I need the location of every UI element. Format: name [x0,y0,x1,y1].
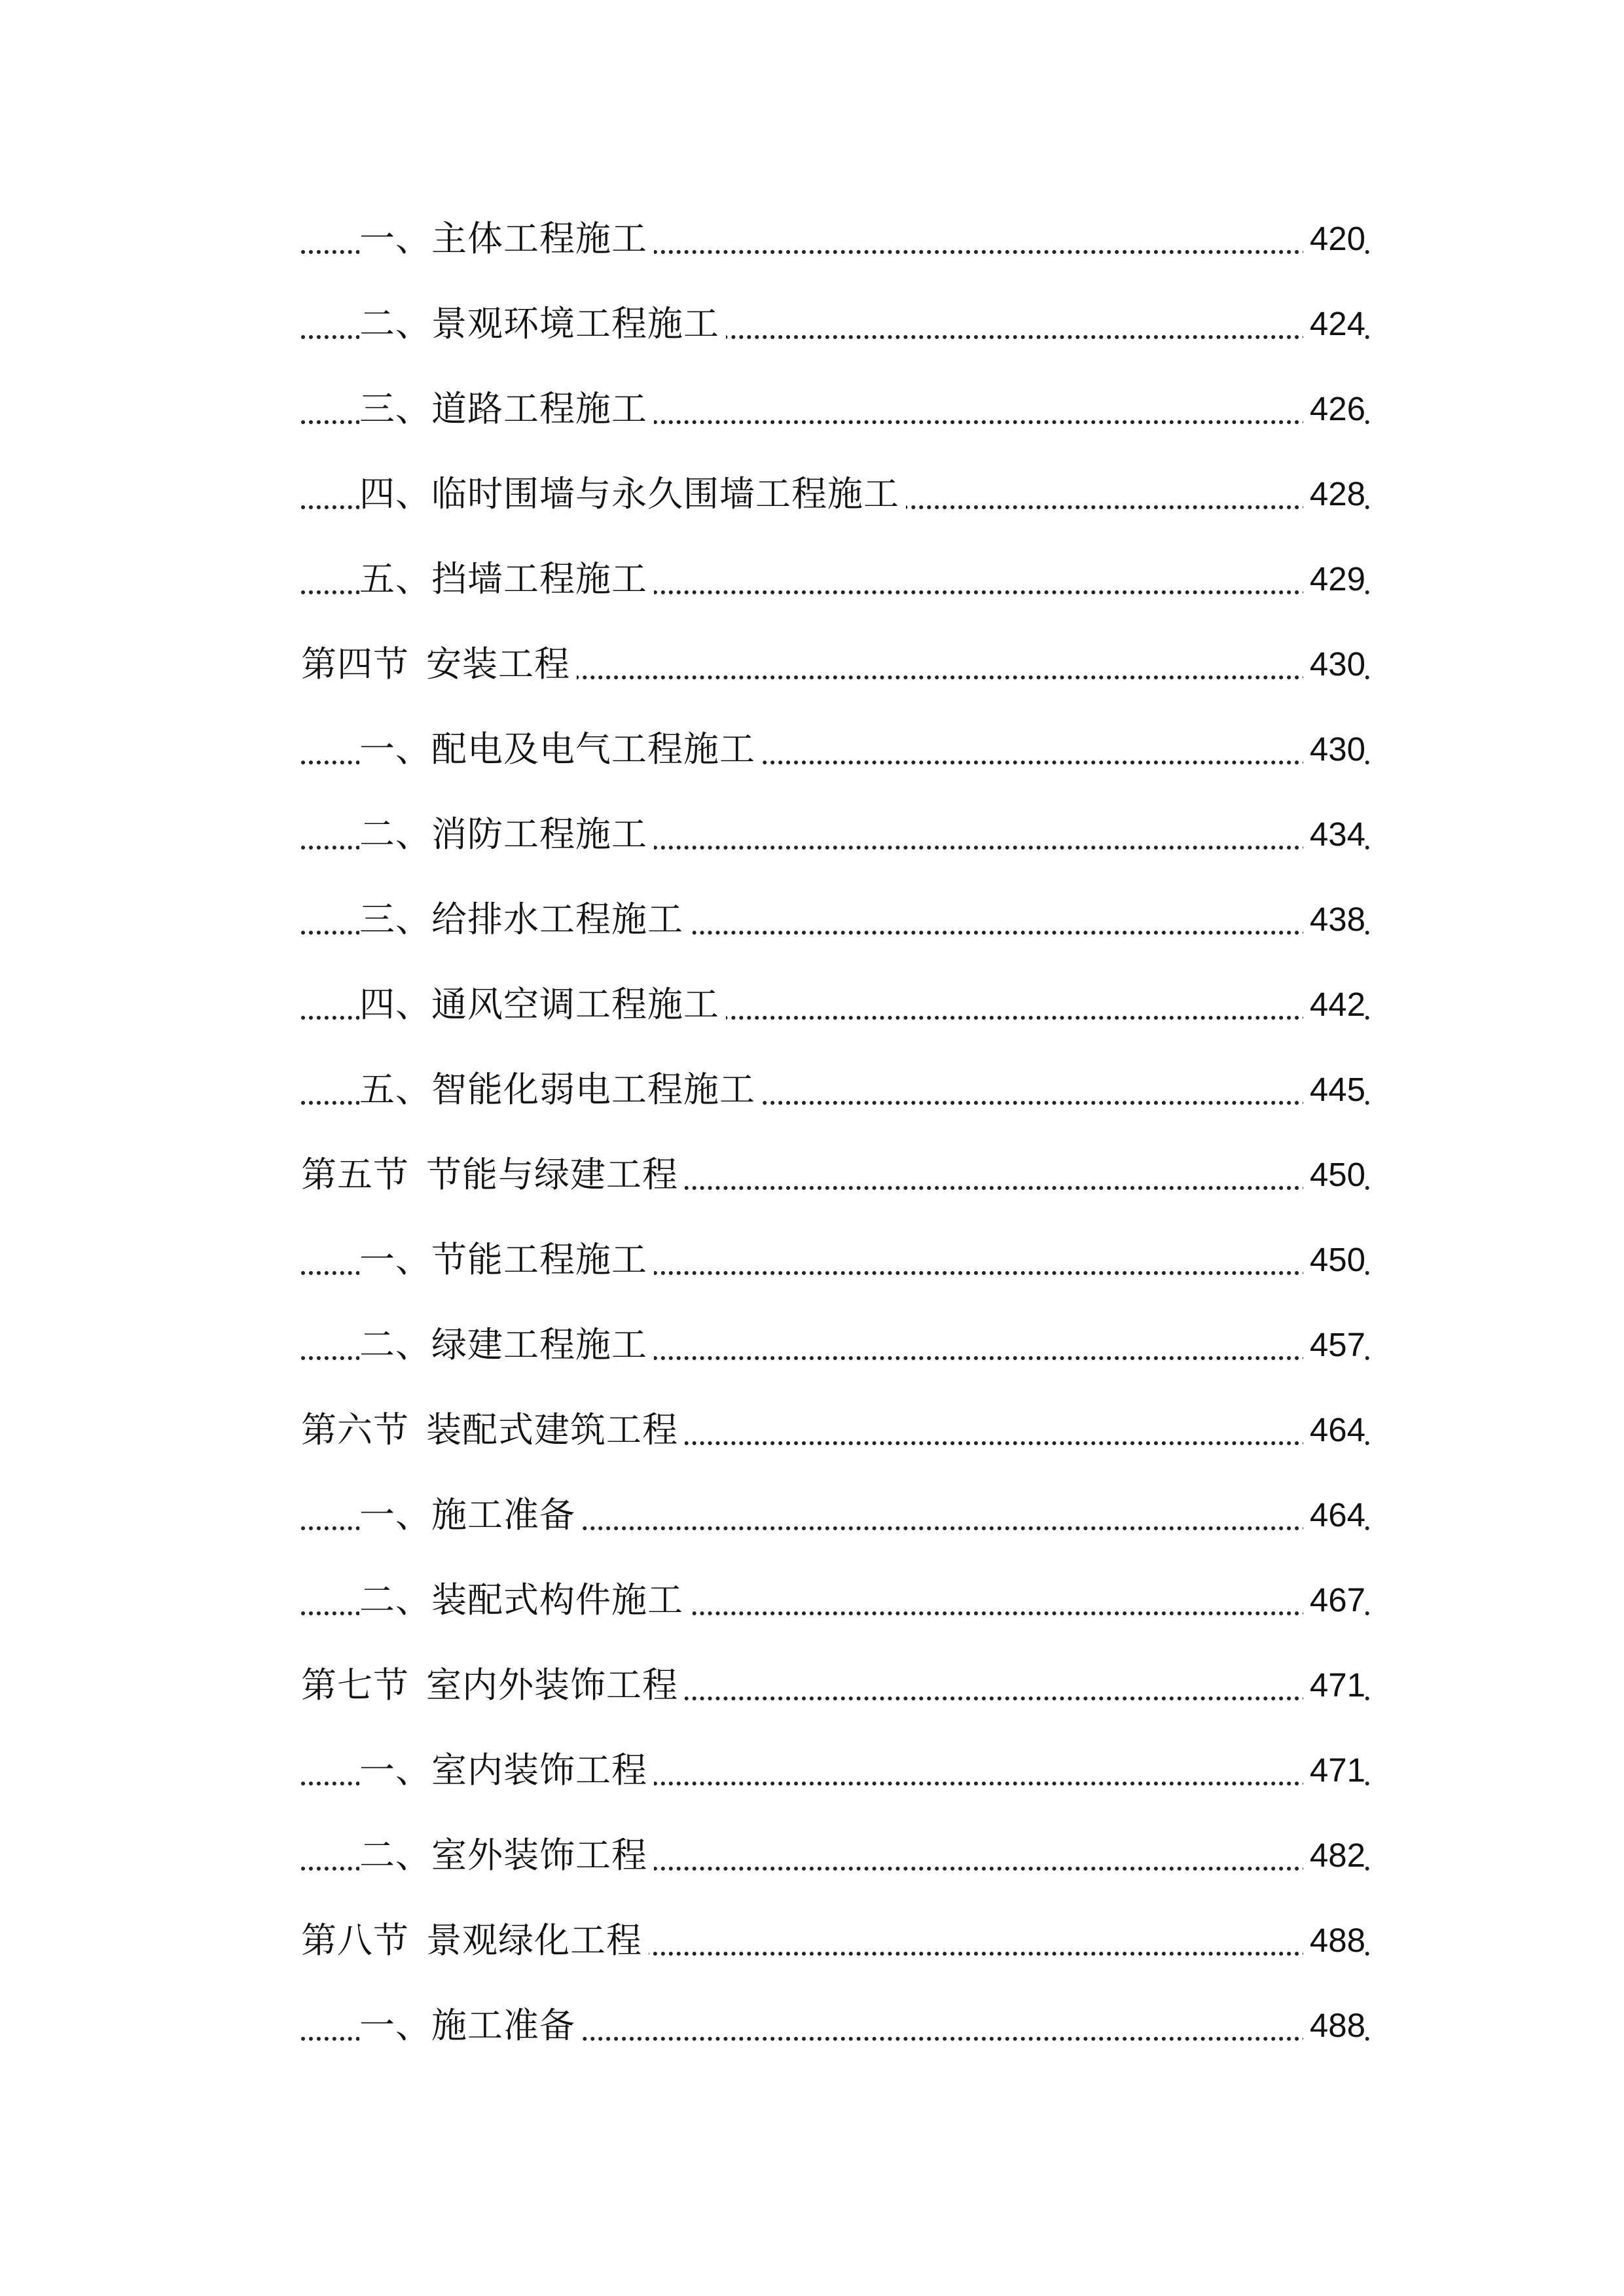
toc-entry-title: 二、消防工程施工 [359,805,654,864]
toc-entry-title: 五、挡墙工程施工 [359,550,654,609]
toc-entry[interactable] [0,1486,1624,1545]
toc-page-number: 471 [1303,1656,1365,1715]
toc-entry-title: 一、节能工程施工 [359,1230,654,1289]
toc-page-number: 424 [1303,295,1365,353]
toc-entry-title: 二、景观环境工程施工 [359,295,726,353]
toc-entry-title: 二、室外装饰工程 [359,1826,654,1885]
toc-section-title [301,1656,685,1715]
toc-entry-title: 一、配电及电气工程施工 [359,720,762,779]
toc-page-number: 471 [1303,1741,1365,1800]
toc-entry[interactable] [0,1060,1624,1119]
toc-entry[interactable] [0,720,1624,779]
toc-page-number: 464 [1303,1486,1365,1545]
toc-entry-title: 五、智能化弱电工程施工 [359,1060,762,1119]
toc-entry[interactable] [0,1571,1624,1630]
toc-entry-title: 一、施工准备 [359,1996,582,2055]
toc-entry-title: 一、室内装饰工程 [359,1741,654,1800]
toc-page-number: 434 [1303,805,1365,864]
section-number: 第五节 [301,1154,409,1195]
toc-page-number: 445 [1303,1060,1365,1119]
toc-section-title [301,1911,649,1970]
toc-section-entry[interactable] [0,1656,1624,1715]
toc-page-number: 450 [1303,1230,1365,1289]
toc-entry-title: 一、主体工程施工 [359,209,654,268]
section-number: 第八节 [301,1920,409,1961]
toc-entry-title: 四、临时围墙与永久围墙工程施工 [359,465,906,524]
toc-entry-title: 二、绿建工程施工 [359,1316,654,1374]
section-label: 室内外装饰工程 [426,1664,678,1706]
toc-section-title [301,1145,685,1204]
section-label: 装配式建筑工程 [426,1409,678,1450]
toc-entry-title: 三、道路工程施工 [359,380,654,439]
toc-entry[interactable] [0,209,1624,268]
toc-page-number: 464 [1303,1401,1365,1460]
toc-entry-title: 三、给排水工程施工 [359,890,690,949]
toc-page-number: 429 [1303,550,1365,609]
toc-entry[interactable] [0,550,1624,609]
section-number: 第四节 [301,643,409,685]
toc-page-number: 457 [1303,1316,1365,1374]
toc-entry[interactable] [0,1230,1624,1289]
toc-page-number: 450 [1303,1145,1365,1204]
toc-section-entry[interactable] [0,1401,1624,1460]
toc-page-number: 428 [1303,465,1365,524]
toc-entry[interactable] [0,1741,1624,1800]
section-label: 安装工程 [426,643,570,685]
toc-page-number: 488 [1303,1911,1365,1970]
toc-entry[interactable] [0,465,1624,524]
toc-entry[interactable] [0,890,1624,949]
toc-section-title [301,1401,685,1460]
section-label: 景观绿化工程 [426,1920,642,1961]
toc-entry[interactable] [0,1996,1624,2055]
toc-section-entry[interactable] [0,1911,1624,1970]
toc-page-number: 438 [1303,890,1365,949]
toc-entry[interactable] [0,975,1624,1034]
toc-page-number: 488 [1303,1996,1365,2055]
toc-page-number: 467 [1303,1571,1365,1630]
section-number: 第六节 [301,1409,409,1450]
toc-entry[interactable] [0,1316,1624,1374]
section-label: 节能与绿建工程 [426,1154,678,1195]
toc-entry[interactable] [0,295,1624,353]
toc-entry[interactable] [0,805,1624,864]
toc-page-number: 442 [1303,975,1365,1034]
toc-section-entry[interactable] [0,635,1624,694]
toc-page-number: 420 [1303,209,1365,268]
toc-entry-title: 一、施工准备 [359,1486,582,1545]
section-number: 第七节 [301,1664,409,1706]
toc-entry-title: 二、装配式构件施工 [359,1571,690,1630]
toc-page-number: 430 [1303,720,1365,779]
toc-page-number: 426 [1303,380,1365,439]
toc-section-entry[interactable] [0,1145,1624,1204]
toc-entry[interactable] [0,1826,1624,1885]
toc-page-number: 482 [1303,1826,1365,1885]
toc-section-title [301,635,577,694]
toc-entry[interactable] [0,380,1624,439]
toc-entry-title: 四、通风空调工程施工 [359,975,726,1034]
toc-page-number: 430 [1303,635,1365,694]
